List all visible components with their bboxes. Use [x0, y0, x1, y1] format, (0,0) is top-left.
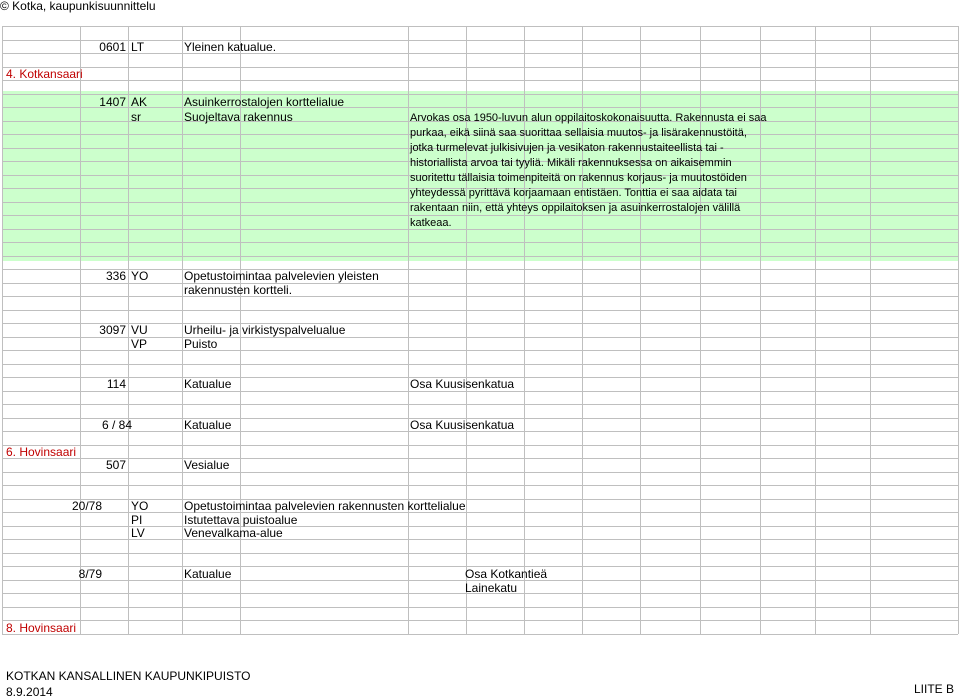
row-3097-code-1: VU	[131, 323, 148, 337]
row-507-description: Vesialue	[184, 458, 230, 472]
row-3097-number: 3097	[99, 323, 126, 337]
copyright-banner: © Kotka, kaupunkisuunnittelu	[0, 0, 156, 13]
row-114-note: Osa Kuusisenkatua	[410, 377, 515, 391]
row-1407-description-1: Asuinkerrostalojen korttelialue	[184, 95, 345, 109]
row-20-78-code-1: YO	[131, 499, 149, 513]
row-336-description: Opetustoimintaa palvelevien yleisten rakennusten kortteli.	[184, 269, 379, 297]
row-336-code: YO	[131, 269, 149, 283]
row-3097-description-1: Urheilu- ja virkistyspalvelualue	[184, 323, 346, 337]
row-20-78-description-3: Venevalkama-alue	[184, 526, 283, 540]
row-3097-description-2: Puisto	[184, 337, 218, 351]
row-1407-code-2: sr	[131, 110, 141, 124]
row-20-78-description-1: Opetustoimintaa palvelevien rakennusten korttelialue	[184, 499, 466, 513]
row-1407-code-1: AK	[131, 95, 148, 109]
row-20-78-code-2: PI	[131, 513, 143, 527]
footer-date: 8.9.2014	[6, 685, 53, 696]
row-1407-note: Arvokas osa 1950-luvun alun oppilaitoskokonaisuutta. Rakennusta ei saa purkaa, eikä siinä saa suorittaa sellaisia muutos- ja lisärakennustöitä, jotka turmelevat julkisivujen ja vesikaton rakennustaiteellista tai -historiallista arvoa tai tyyliä. Mikäli rakennuksessa on aikaisemmin suoritettu tällaisia toimenpiteitä on rakennus korjaus- ja muutostöiden yhteydessä pyrittävä korjaamaan entistäen. Tonttia ei saa aidata tai rakentaan niin, että yhteys oppilaitoksen ja asuinkerrostalojen välillä katkeaa.	[410, 112, 767, 229]
row-507-number: 507	[105, 458, 126, 472]
row-8-79-description: Katualue	[184, 567, 232, 581]
row-1407-description-2: Suojeltava rakennus	[184, 110, 293, 124]
footer-left	[6, 668, 251, 696]
row-1407-number: 1407	[99, 95, 126, 109]
row-20-78-number: 20/78	[71, 499, 102, 513]
row-8-79-number: 8/79	[78, 567, 102, 581]
row-0601-description: Yleinen katualue.	[184, 40, 277, 54]
row-114-description: Katualue	[184, 377, 232, 391]
row-0601-number: 0601	[99, 40, 126, 54]
row-114-number: 114	[106, 377, 126, 391]
row-20-78-description-2: Istutettava puistoalue	[184, 513, 298, 527]
row-6-84-note: Osa Kuusisenkatua	[410, 418, 515, 432]
footer-title: KOTKAN KANSALLINEN KAUPUNKIPUISTO	[6, 669, 251, 683]
row-6-84-number: 6 / 84	[101, 418, 132, 432]
row-336-number: 336	[105, 269, 126, 283]
row-3097-code-2: VP	[131, 337, 148, 351]
spreadsheet-grid	[0, 24, 960, 636]
footer-appendix-label: LIITE B	[913, 682, 954, 696]
row-8-79-note-1: Osa Kotkantieä	[465, 567, 548, 581]
row-6-84-description: Katualue	[184, 418, 232, 432]
row-8-79-note-2: Lainekatu	[465, 581, 518, 595]
section-label-6: 6. Hovinsaari	[6, 445, 77, 459]
section-label-4: 4. Kotkansaari	[6, 67, 83, 81]
row-20-78-code-3: LV	[131, 526, 145, 540]
section-label-8: 8. Hovinsaari	[6, 621, 77, 635]
row-0601-code: LT	[131, 40, 145, 54]
